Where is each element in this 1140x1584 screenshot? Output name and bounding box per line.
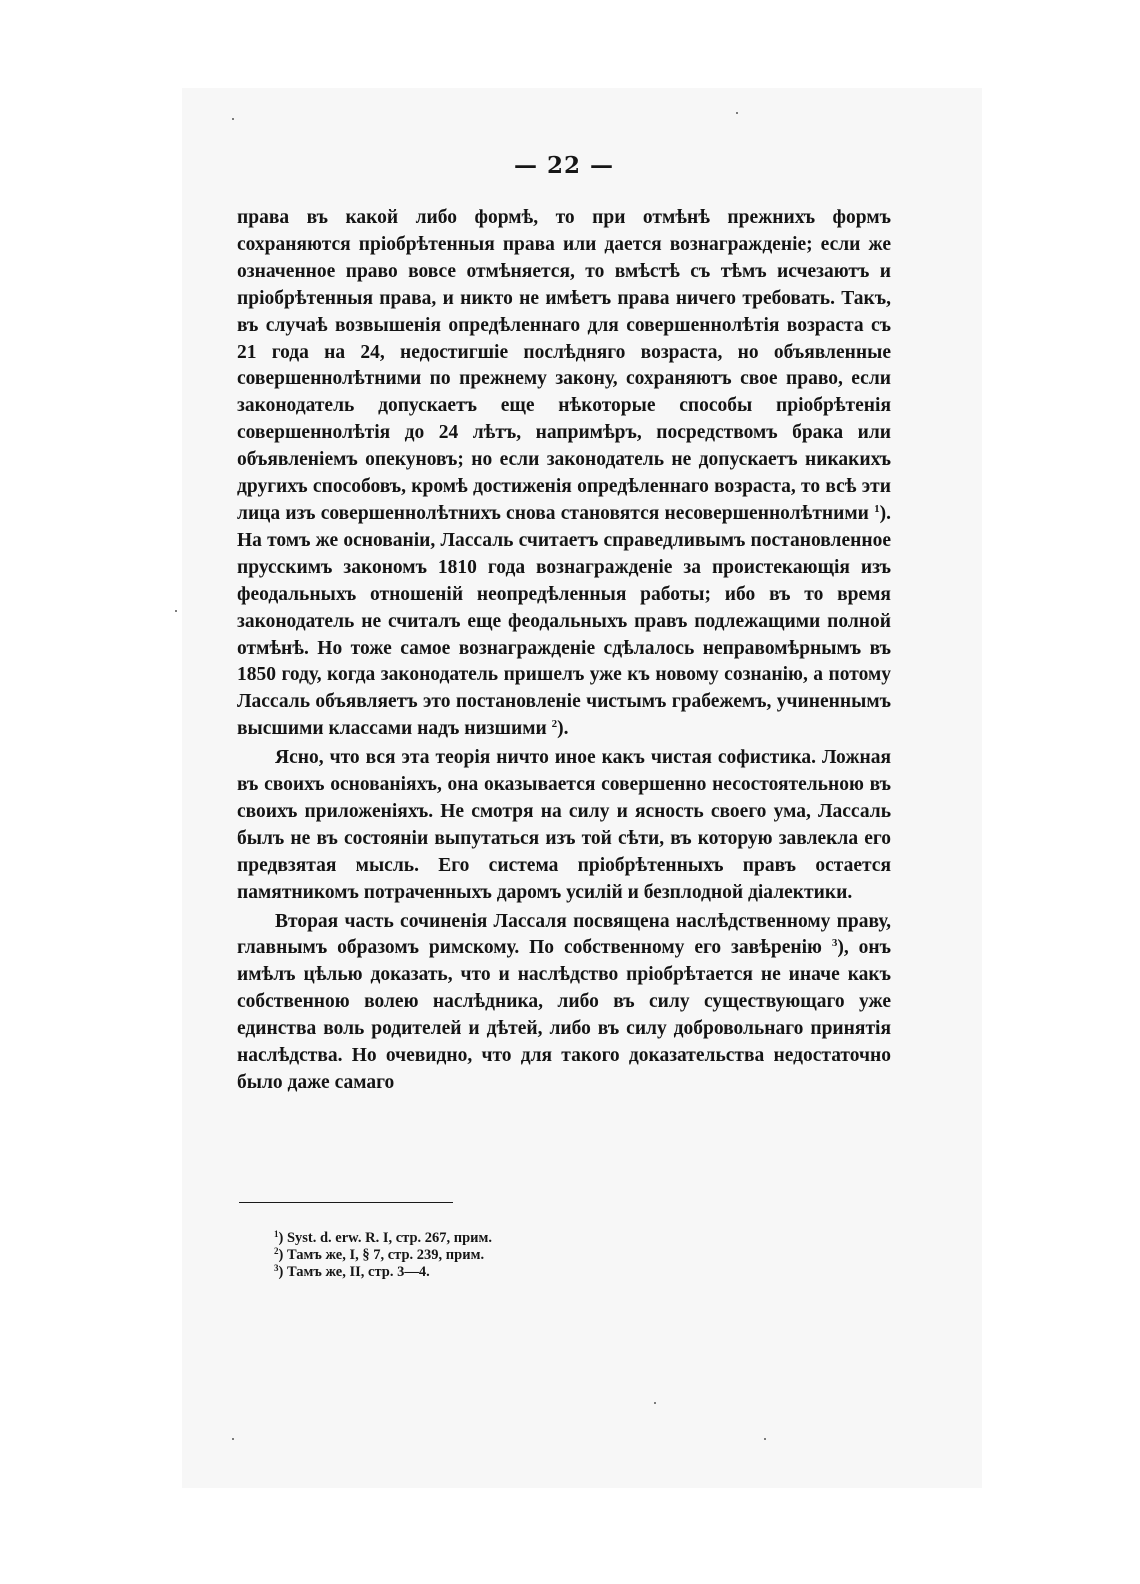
footnote-1-text: ) Syst. d. erw. R. I, стр. 267, прим. [278,1230,493,1246]
footnote-3 [274,1264,774,1281]
footnote-2 [274,1247,774,1264]
footnote-3-text: ) Тамъ же, II, стр. 3—4. [278,1264,430,1280]
footnote-ref-3: 3 [831,937,838,950]
footnotes [274,1230,774,1281]
paragraph-1 [237,205,891,743]
paragraph-1-text-end: ). [557,718,569,740]
footnote-ref-2: 2 [551,718,558,731]
paragraph-2 [237,745,891,906]
footnote-1 [274,1230,774,1247]
paragraph-3-text: Вторая часть сочиненія Лассаля посвящена наслѣдственному праву, главнымъ образомъ римскому. По собственному его завѣренію [237,910,891,959]
footnote-divider [239,1202,453,1203]
paragraph-2-text: Ясно, что вся эта теорія ничто иное какъ чистая софистика. Ложная въ своихъ основаніяхъ, она оказывается совершенно несостоятельною въ своихъ приложеніяхъ. Не смотря на силу и ясность своего ума, Лассаль былъ не въ состояніи выпутаться изъ той сѣти, въ которую завлекла его предвзятая мысль. Его система пріобрѣтенныхъ правъ остается памятникомъ потраченныхъ даромъ усилій и безплодной діалектики. [237,747,891,903]
paragraph-3-text-cont: ), онъ имѣлъ цѣлью доказать, что и наслѣдство пріобрѣтается не иначе какъ собственною волею наслѣдника, либо въ силу существующаго уже единства воль родителей и дѣтей, либо въ силу добровольнаго принятія наслѣдства. Но очевидно, что для такого доказательства недостаточно было даже самаго [237,937,891,1093]
scan-speck [654,1402,656,1404]
footnote-ref-1: 1 [874,502,880,515]
footnote-1-mark: 1 [274,1229,279,1239]
paragraph-1-text: права въ какой либо формѣ, то при отмѣнѣ прежнихъ формъ сохраняются пріобрѣтенныя права или дается вознагражденіе; если же означенное право вовсе отмѣняется, то вмѣстѣ съ тѣмъ исчезаютъ и пріобрѣтенныя права, и никто не имѣетъ права ничего требовать. Такъ, въ случаѣ возвышенія опредѣленнаго для совершеннолѣтія возраста съ 21 года на 24, недостигшіе послѣдняго возраста, но объявленные совершеннолѣтними по прежнему закону, сохраняютъ свое право, если законодатель допускаетъ еще нѣкоторые способы пріобрѣтенія совершеннолѣтія до 24 лѣтъ, напримѣръ, посредствомъ брака или объявленіемъ опекуновъ; но если законодатель не допускаетъ никакихъ другихъ способовъ, кромѣ достиженія опредѣленнаго возраста, то всѣ эти лица изъ совершеннолѣтнихъ снова становятся несовершеннолѣтними [237,207,891,524]
footnote-2-text: ) Тамъ же, I, § 7, стр. 239, прим. [278,1247,485,1263]
footnote-3-mark: 3 [274,1263,279,1273]
page-number: — 22 — [513,152,615,179]
paragraph-1-text-cont: ). На томъ же основаніи, Лассаль считаетъ справедливымъ постановленное прусскимъ закономъ 1810 года вознагражденіе за проистекающія изъ феодальныхъ отношеній неопредѣленныя работы; ибо въ то время законодатель не считалъ еще феодальныхъ правъ подлежащими полной отмѣнѣ. Но тоже самое вознагражденіе сдѣлалось неправомѣрнымъ въ 1850 году, когда законодатель пришелъ уже къ новому сознанію, а потому Лассаль объявляетъ это постановленіе чистымъ грабежемъ, учиненнымъ высшими классами надъ низшими [237,502,891,740]
footnote-2-mark: 2 [274,1246,279,1256]
scan-speck [232,1438,234,1440]
scan-speck [175,610,177,612]
scan-speck [736,112,738,114]
body-text [237,205,891,1097]
paragraph-3 [237,909,891,1097]
scan-speck [232,118,234,120]
scan-speck [764,1438,766,1440]
